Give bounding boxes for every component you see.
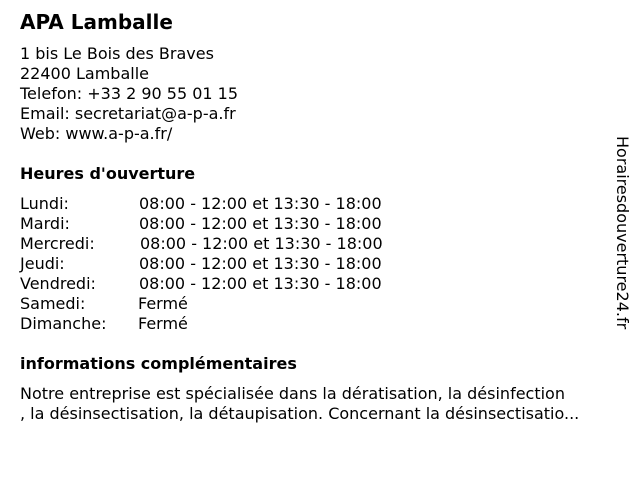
day-hours: 08:00 - 12:00 et 13:30 - 18:00 (140, 234, 383, 253)
site-watermark: Horairesdouverture24.fr (613, 136, 632, 330)
day-hours: Fermé (138, 294, 188, 313)
opening-hours-heading: Heures d'ouverture (20, 164, 196, 183)
day-hours: Fermé (138, 314, 188, 333)
hours-row-sunday (20, 314, 440, 334)
day-hours: 08:00 - 12:00 et 13:30 - 18:00 (139, 194, 382, 213)
hours-row-saturday (20, 294, 440, 314)
web-line: Web: www.a-p-a.fr/ (20, 124, 173, 143)
day-hours: 08:00 - 12:00 et 13:30 - 18:00 (139, 214, 382, 233)
hours-row-friday (20, 274, 440, 294)
day-label: Samedi: (20, 294, 86, 313)
day-hours: 08:00 - 12:00 et 13:30 - 18:00 (139, 254, 382, 273)
day-label: Vendredi: (20, 274, 96, 293)
address-line-1: 1 bis Le Bois des Braves (20, 44, 214, 63)
day-label: Jeudi: (20, 254, 65, 273)
day-label: Lundi: (20, 194, 69, 213)
additional-info-heading: informations complémentaires (20, 354, 297, 373)
hours-row-monday (20, 194, 440, 214)
description-line-1: Notre entreprise est spécialisée dans la dératisation, la désinfection (20, 384, 565, 403)
hours-row-thursday (20, 254, 440, 274)
hours-row-tuesday (20, 214, 440, 234)
day-label: Mardi: (20, 214, 70, 233)
description-line-2: , la désinsectisation, la détaupisation. Concernant la désinsectisatio... (20, 404, 580, 423)
hours-row-wednesday (20, 234, 440, 254)
email-line: Email: secretariat@a-p-a.fr (20, 104, 236, 123)
day-hours: 08:00 - 12:00 et 13:30 - 18:00 (139, 274, 382, 293)
day-label: Mercredi: (20, 234, 95, 253)
address-line-2: 22400 Lamballe (20, 64, 149, 83)
day-label: Dimanche: (20, 314, 107, 333)
business-name: APA Lamballe (20, 10, 173, 34)
phone-line: Telefon: +33 2 90 55 01 15 (20, 84, 239, 103)
